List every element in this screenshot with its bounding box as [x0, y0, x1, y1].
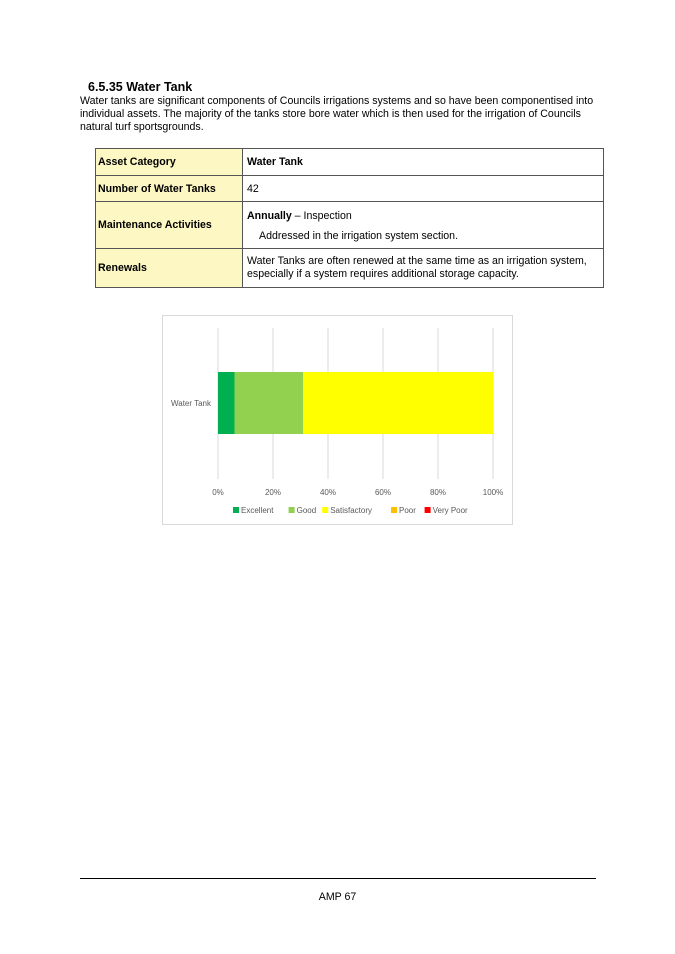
maintenance-frequency-bold: Annually	[247, 210, 292, 222]
legend-label: Excellent	[241, 506, 274, 515]
x-tick-label: 100%	[482, 488, 504, 497]
legend-label: Good	[296, 506, 317, 515]
x-tick-label: 60%	[374, 488, 392, 497]
legend-label: Very Poor	[432, 506, 468, 515]
legend-swatch	[233, 507, 239, 513]
legend-swatch	[322, 507, 328, 513]
bar-segment-excellent	[218, 372, 235, 434]
maintenance-note: Addressed in the irrigation system section.	[259, 230, 459, 242]
section-heading: 6.5.35 Water Tank	[88, 80, 193, 94]
renewals-value: Water Tanks are often renewed at the same time as an irrigation system, especially if a system requires additional storage capacity.	[243, 249, 604, 288]
table-row	[96, 176, 604, 202]
asset-info-table	[95, 148, 604, 288]
number-of-tanks-value: 42	[243, 176, 604, 202]
section-intro: Water tanks are significant components of Councils irrigations systems and so have been componentised into individual assets. The majority of the tanks store bore water which is then used for the irrigation of Councils natural turf sportsgrounds.	[80, 95, 594, 133]
legend-swatch	[425, 507, 431, 513]
renewals-label: Renewals	[96, 249, 243, 288]
asset-category-value: Water Tank	[243, 149, 604, 176]
maintenance-label: Maintenance Activities	[96, 202, 243, 249]
bar-segment-satisfactory	[303, 372, 493, 434]
maintenance-frequency	[247, 210, 599, 222]
table-row	[96, 149, 604, 176]
condition-chart	[162, 315, 513, 525]
legend-swatch	[391, 507, 397, 513]
legend-label: Satisfactory	[330, 506, 372, 515]
x-tick-label: 0%	[212, 488, 224, 497]
asset-category-label: Asset Category	[96, 149, 243, 176]
x-tick-label: 20%	[264, 488, 282, 497]
table-row	[96, 202, 604, 249]
legend-swatch	[289, 507, 295, 513]
x-tick-label: 80%	[429, 488, 447, 497]
condition-chart-svg	[163, 316, 512, 524]
category-label: Water Tank	[170, 399, 211, 408]
maintenance-cell	[243, 202, 604, 249]
page-number: AMP 67	[318, 891, 357, 903]
x-tick-label: 40%	[319, 488, 337, 497]
table-row	[96, 249, 604, 288]
legend-label: Poor	[399, 506, 416, 515]
bar-segment-good	[235, 372, 304, 434]
number-of-tanks-label: Number of Water Tanks	[96, 176, 243, 202]
footer-divider	[80, 878, 596, 879]
maintenance-frequency-rest: – Inspection	[291, 210, 352, 222]
